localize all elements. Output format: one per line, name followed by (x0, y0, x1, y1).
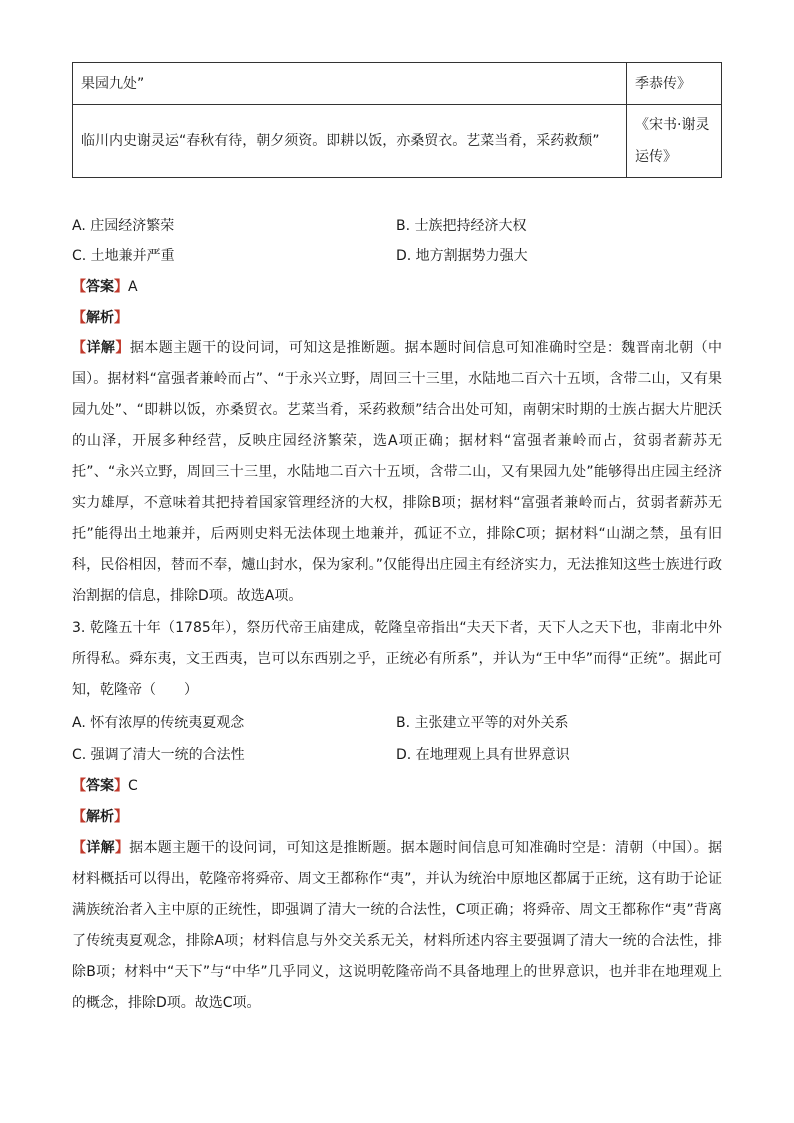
q2-option-a: A. 庄园经济繁荣 (72, 218, 175, 234)
q2-answer-line (72, 277, 138, 297)
q3-analysis-heading: 【解析】 (72, 809, 128, 825)
q2-detail-paragraph (72, 333, 722, 612)
answer-label: 【答案】 (72, 778, 128, 794)
q3-option-a: A. 怀有浓厚的传统夷夏观念 (72, 715, 245, 731)
detail-label: 【详解】 (72, 840, 130, 856)
q3-stem: 3. 乾隆五十年（1785年），祭历代帝王庙建成，乾隆皇帝指出“夫天下者，天下人之天下也，非南北中外所得私。舜东夷，文王西夷，岂可以东西别之乎，正统必有所系”，并认为“王中华”而得“正统”。据此可知，乾隆帝（ ） (72, 620, 722, 698)
q2-option-d: D. 地方割据势力强大 (396, 248, 528, 264)
table-cell-source: 季恭传》 (627, 63, 722, 105)
detail-label: 【详解】 (72, 340, 130, 356)
table-cell-source: 《宋书·谢灵运传》 (627, 105, 722, 178)
answer-value: A (128, 279, 138, 295)
detail-text: 据本题主题干的设问词，可知这是推断题。据本题时间信息可知准确时空是：魏晋南北朝（中国）。据材料“富强者兼岭而占”、“于永兴立野，周回三十三里，水陆地二百六十五顷，含带二山，又有果园九处”、“即耕以饭，亦桑贸衣。艺菜当肴，采药救颓”结合出处可知，南朝宋时期的士族占据大片肥沃的山泽，开展多种经营，反映庄园经济繁荣，选A项正确；据材料“富强者兼岭而占，贫弱者薪苏无托”、“永兴立野，周回三十三里，水陆地二百六十五顷，含带二山，又有果园九处”能够得出庄园主经济实力雄厚，不意味着其把持着国家管理经济的大权，排除B项；据材料“富强者兼岭而占，贫弱者薪苏无托”能得出土地兼并，后两则史料无法体现土地兼并，孤证不立，排除C项；据材料“山湖之禁，虽有旧科，民俗相因，替而不奉，爈山封水，保为家利。”仅能得出庄园主有经济实力，无法推知这些士族进行政治割据的信息，排除D项。故选A项。 (72, 340, 723, 604)
q3-answer-line (72, 776, 138, 796)
table-row (73, 63, 722, 105)
q3-option-b: B. 主张建立平等的对外关系 (396, 715, 569, 731)
q2-option-c: C. 土地兼并严重 (72, 248, 175, 264)
q3-option-c: C. 强调了清大一统的合法性 (72, 747, 245, 763)
q2-analysis-heading: 【解析】 (72, 310, 128, 326)
table-row (73, 105, 722, 178)
answer-label: 【答案】 (72, 279, 128, 295)
detail-text: 据本题主题干的设问词，可知这是推断题。据本题时间信息可知准确时空是：清朝（中国）。据材料概括可以得出，乾隆帝将舜帝、周文王都称作“夷”，并认为统治中原地区都属于正统，这有助于论证满族统治者入主中原的正统性，即强调了清大一统的合法性，C项正确；将舜帝、周文王都称作“夷”背离了传统夷夏观念，排除A项；材料信息与外交关系无关，材料所述内容主要强调了清大一统的合法性，排除B项；材料中“天下”与“中华”几乎同义，这说明乾隆帝尚不具备地理上的世界意识，也并非在地理观上的概念，排除D项。故选C项。 (72, 840, 723, 1011)
table-cell-material: 果园九处” (73, 63, 627, 105)
table-cell-material: 临川内史谢灵运“春秋有待，朝夕须资。即耕以饭，亦桑贸衣。艺菜当肴，采药救颓” (73, 105, 627, 178)
q3-detail-paragraph (72, 833, 722, 1019)
source-table (72, 62, 722, 178)
answer-value: C (128, 778, 138, 794)
q2-option-b: B. 士族把持经济大权 (396, 218, 527, 234)
q3-option-d: D. 在地理观上具有世界意识 (396, 747, 570, 763)
